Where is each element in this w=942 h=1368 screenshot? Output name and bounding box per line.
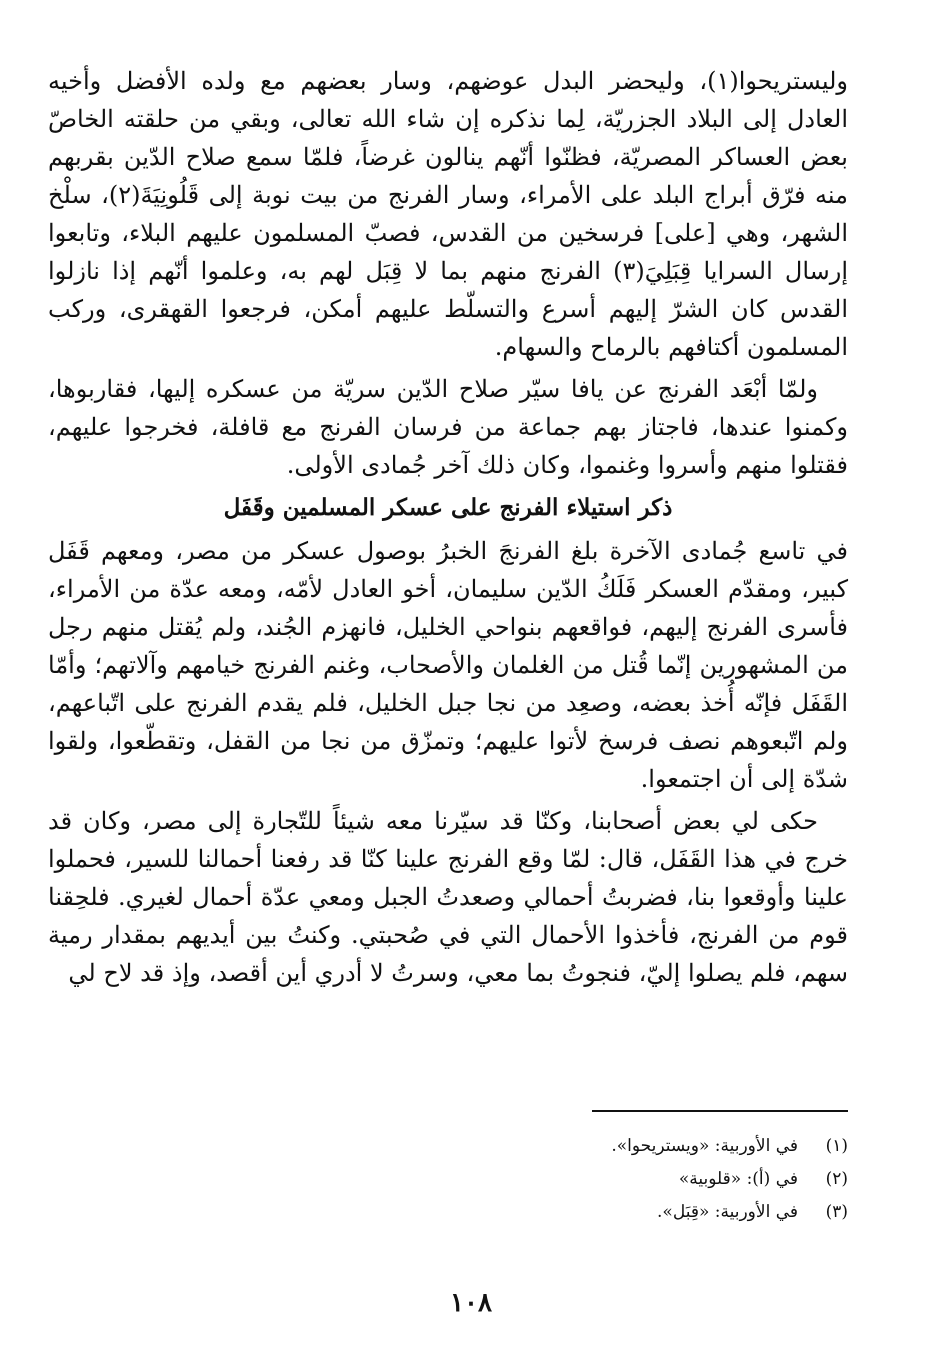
- footnote-item: [348, 1163, 848, 1196]
- body-paragraph: ولمّا أبْعَد الفرنج عن يافا سيّر صلاح الدّين سريّة من عسكره إليها، فقاربوها، وكمنوا عندها، فاجتاز بهم جماعة من فرسان الفرنج مع قافلة، فخرجوا عليهم، فقتلوا منهم وأسروا وغنموا، وكان ذلك آخر جُمادى الأولى.: [48, 375, 848, 479]
- footnote-number: (٢): [825, 1169, 848, 1189]
- footnote-item: [348, 1130, 848, 1163]
- body-paragraph: وليستريحوا(١)، وليحضر البدل عوضهم، وسار بعضهم مع ولده الأفضل وأخيه العادل إلى البلاد الجزريّة، لِما نذكره إن شاء الله تعالى، وبقي من حلقته الخاصّ بعض العساكر المصريّة، فظنّوا أنّهم ينالون غرضاً، فلمّا سمع صلاح الدّين بقربهم منه فرّق أبراج البلد على الأمراء، وسار الفرنج من بيت نوبة إلى قَلُونِيَةَ(٢)، سلْخ الشهر، وهي [على] فرسخين من القدس، فصبّ المسلمون عليهم البلاء، وتابعوا إرسال السرايا قِبَلِيَ(٣) الفرنج منهم بما لا قِبَل لهم به، وعلموا أنّهم إذا نازلوا القدس كان الشرّ إليهم أسرع والتسلّط عليهم أمكن، فرجعوا القهقرى، وركب المسلمون أكتافهم بالرماح والسهام.: [48, 67, 848, 361]
- book-page-body: [48, 62, 848, 992]
- footnote-text: في الأوربية: «ويستريحوا».: [611, 1136, 798, 1156]
- page-number: ١٠٨: [450, 1288, 492, 1318]
- footnote-divider: [592, 1110, 848, 1112]
- footnote-text: في الأوربية: «قِبَل».: [657, 1202, 798, 1222]
- footnote-number: (٣): [825, 1202, 848, 1222]
- section-heading: ذكر استيلاء الفرنج على عسكر المسلمين وقَفَل: [223, 494, 673, 521]
- body-paragraph: حكى لي بعض أصحابنا، وكنّا قد سيّرنا معه شيئاً للتّجارة إلى مصر، وكان قد خرج في هذا القَفَل، قال: لمّا وقع الفرنج علينا كنّا قد رفعنا أحمالنا للسير، فحملوا علينا وأوقعوا بنا، فضربتُ أحمالي وصعدتُ الجبل ومعي عدّة أحمال لغيري. فلحِقنا قوم من الفرنج، فأخذوا الأحمال التي في صُحبتي. وكنتُ بين أيديهم بمقدار رمية سهم، فلم يصلوا إليّ، فنجوتُ بما معي، وسرتُ لا أدري أين أقصد، وإذ قد لاح لي: [48, 807, 848, 987]
- body-paragraph: في تاسع جُمادى الآخرة بلغ الفرنجَ الخبرُ بوصول عسكر من مصر، ومعهم قَفَل كبير، ومقدّم العسكر فَلَكُ الدّين سليمان، أخو العادل لأمّه، ومعه عدّة من الأمراء، فأسرى الفرنج إليهم، فواقعهم بنواحي الخليل، فانهزم الجُند، ولم يُقتل منهم رجل من المشهورين إنّما قُتل من الغلمان والأصحاب، وغنم الفرنج خيامهم وآلاتهم؛ وأمّا القَفَل فإنّه أُخذ بعضه، وصعِد من نجا جبل الخليل، فلم يقدم الفرنج على اتّباعهم، ولم اتّبعوهم نصف فرسخ لأتوا عليهم؛ وتمزّق من نجا من القفل، وتقطّعوا، ولقوا شدّة إلى أن اجتمعوا.: [48, 537, 849, 793]
- footnotes: [348, 1130, 848, 1229]
- footnote-number: (١): [825, 1136, 848, 1156]
- footnote-item: [348, 1196, 848, 1229]
- footnote-text: في (أ): «قلوبية»: [678, 1169, 798, 1189]
